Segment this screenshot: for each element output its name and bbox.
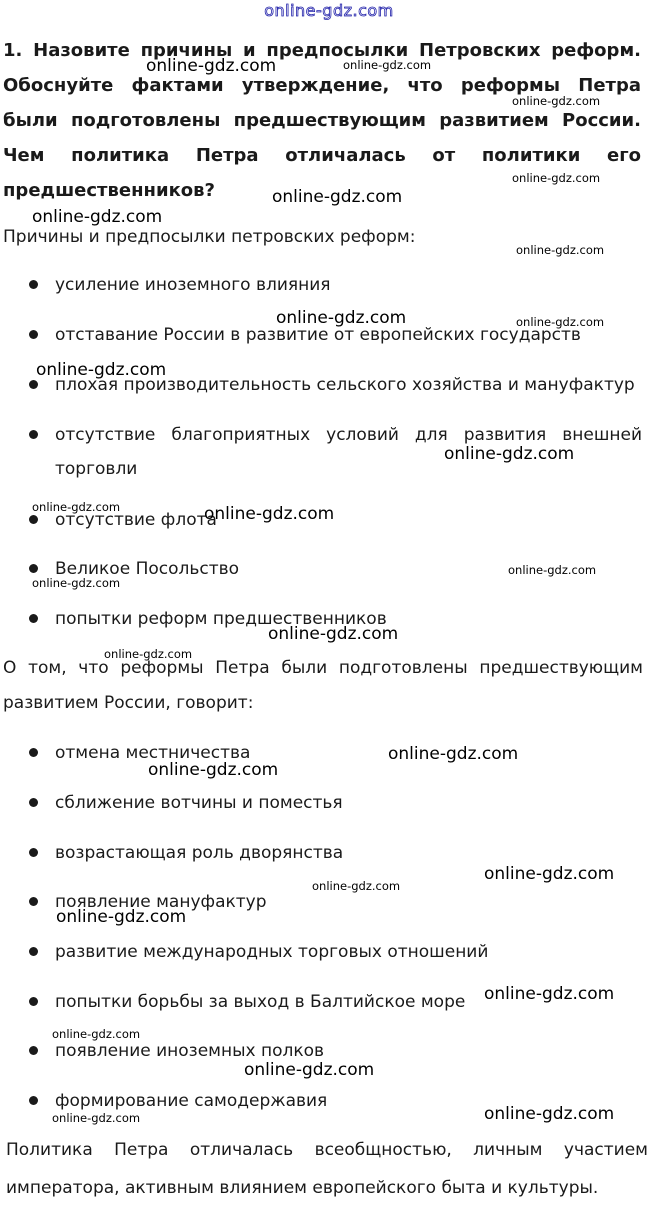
watermark: online-gdz.com (32, 500, 121, 514)
list-item-text: плохая производительность сельского хозяйства и мануфактур (55, 375, 635, 395)
watermark: online-gdz.com (312, 879, 401, 893)
list-item-text: усиление иноземного влияния (55, 275, 331, 295)
causes-intro: Причины и предпосылки петровских реформ: (3, 227, 416, 247)
watermark: online-gdz.com (32, 576, 121, 590)
list-item-text: Великое Посольство (55, 559, 240, 579)
watermark: online-gdz.com (146, 56, 277, 76)
watermark: online-gdz.com (343, 58, 432, 72)
bullet-icon (29, 430, 38, 439)
list-item-text: развитие международных торговых отношений (55, 942, 489, 962)
list-item-text: отсутствие флота (55, 510, 217, 530)
list-item-text: появление мануфактур (55, 892, 267, 912)
watermark: online-gdz.com (484, 1104, 615, 1124)
bullet-icon (29, 1096, 38, 1105)
list-item-text: попытки борьбы за выход в Балтийское море (55, 992, 466, 1012)
question-heading: 1. Назовите причины и предпосылки Петровских реформ. Обоснуйте фактами утверждение, что реформы Петра были подготовлены предшествующим развитием России. Чем политика Петра отличалась от политики его предшественников? (3, 40, 641, 201)
watermark: online-gdz.com (32, 207, 163, 227)
watermark: online-gdz.com (508, 563, 597, 577)
bullet-icon (29, 897, 38, 906)
list-item-text: появление иноземных полков (55, 1041, 325, 1061)
watermark: online-gdz.com (52, 1027, 141, 1041)
bullet-icon (29, 848, 38, 857)
conclusion-line1: Политика Петра отличалась всеобщностью, личным участием (6, 1140, 648, 1160)
watermark: online-gdz.com (204, 504, 335, 524)
bullet-icon (29, 798, 38, 807)
watermark: online-gdz.com (516, 315, 605, 329)
bullet-icon (29, 614, 38, 623)
watermark: online-gdz.com (244, 1060, 375, 1080)
watermark: online-gdz.com (56, 907, 187, 927)
watermark: online-gdz.com (36, 360, 167, 380)
bullet-icon (29, 748, 38, 757)
bullet-icon (29, 515, 38, 524)
watermark: online-gdz.com (276, 308, 407, 328)
watermark: online-gdz.com (516, 243, 605, 257)
bullet-icon (29, 330, 38, 339)
list-item-text: формирование самодержавия (55, 1091, 328, 1111)
watermark: online-gdz.com (484, 984, 615, 1004)
watermark: online-gdz.com (268, 624, 399, 644)
watermark: online-gdz.com (388, 744, 519, 764)
watermark: online-gdz.com (512, 94, 601, 108)
bullet-icon (29, 564, 38, 573)
bullet-icon (29, 947, 38, 956)
list-item-text-line1: отсутствие благоприятных условий для развития внешней (55, 425, 642, 445)
watermark: online-gdz.com (272, 187, 403, 207)
list-item-text: возрастающая роль дворянства (55, 843, 344, 863)
list-item-text: отставание России в развитие от европейских государств (55, 325, 581, 345)
list-item-text-line2: торговли (55, 459, 138, 479)
watermark: online-gdz.com (512, 171, 601, 185)
list-item-text: сближение вотчины и поместья (55, 793, 343, 813)
site-header-logo[interactable]: online-gdz.com (264, 1, 394, 20)
watermark: online-gdz.com (104, 647, 193, 661)
watermark: online-gdz.com (52, 1111, 141, 1125)
list-item-text: отмена местничества (55, 743, 251, 763)
prerequisites-intro-line2: развитием России, говорит: (3, 693, 254, 713)
bullet-icon (29, 1046, 38, 1055)
bullet-icon (29, 380, 38, 389)
prerequisites-intro-line1: О том, что реформы Петра были подготовлены предшествующим (3, 658, 643, 678)
conclusion-line2: императора, активным влиянием европейского быта и культуры. (6, 1178, 599, 1198)
watermark: online-gdz.com (484, 864, 615, 884)
bullet-icon (29, 997, 38, 1006)
watermark: online-gdz.com (444, 444, 575, 464)
bullet-icon (29, 280, 38, 289)
list-item-text: попытки реформ предшественников (55, 609, 387, 629)
watermark: online-gdz.com (148, 760, 279, 780)
